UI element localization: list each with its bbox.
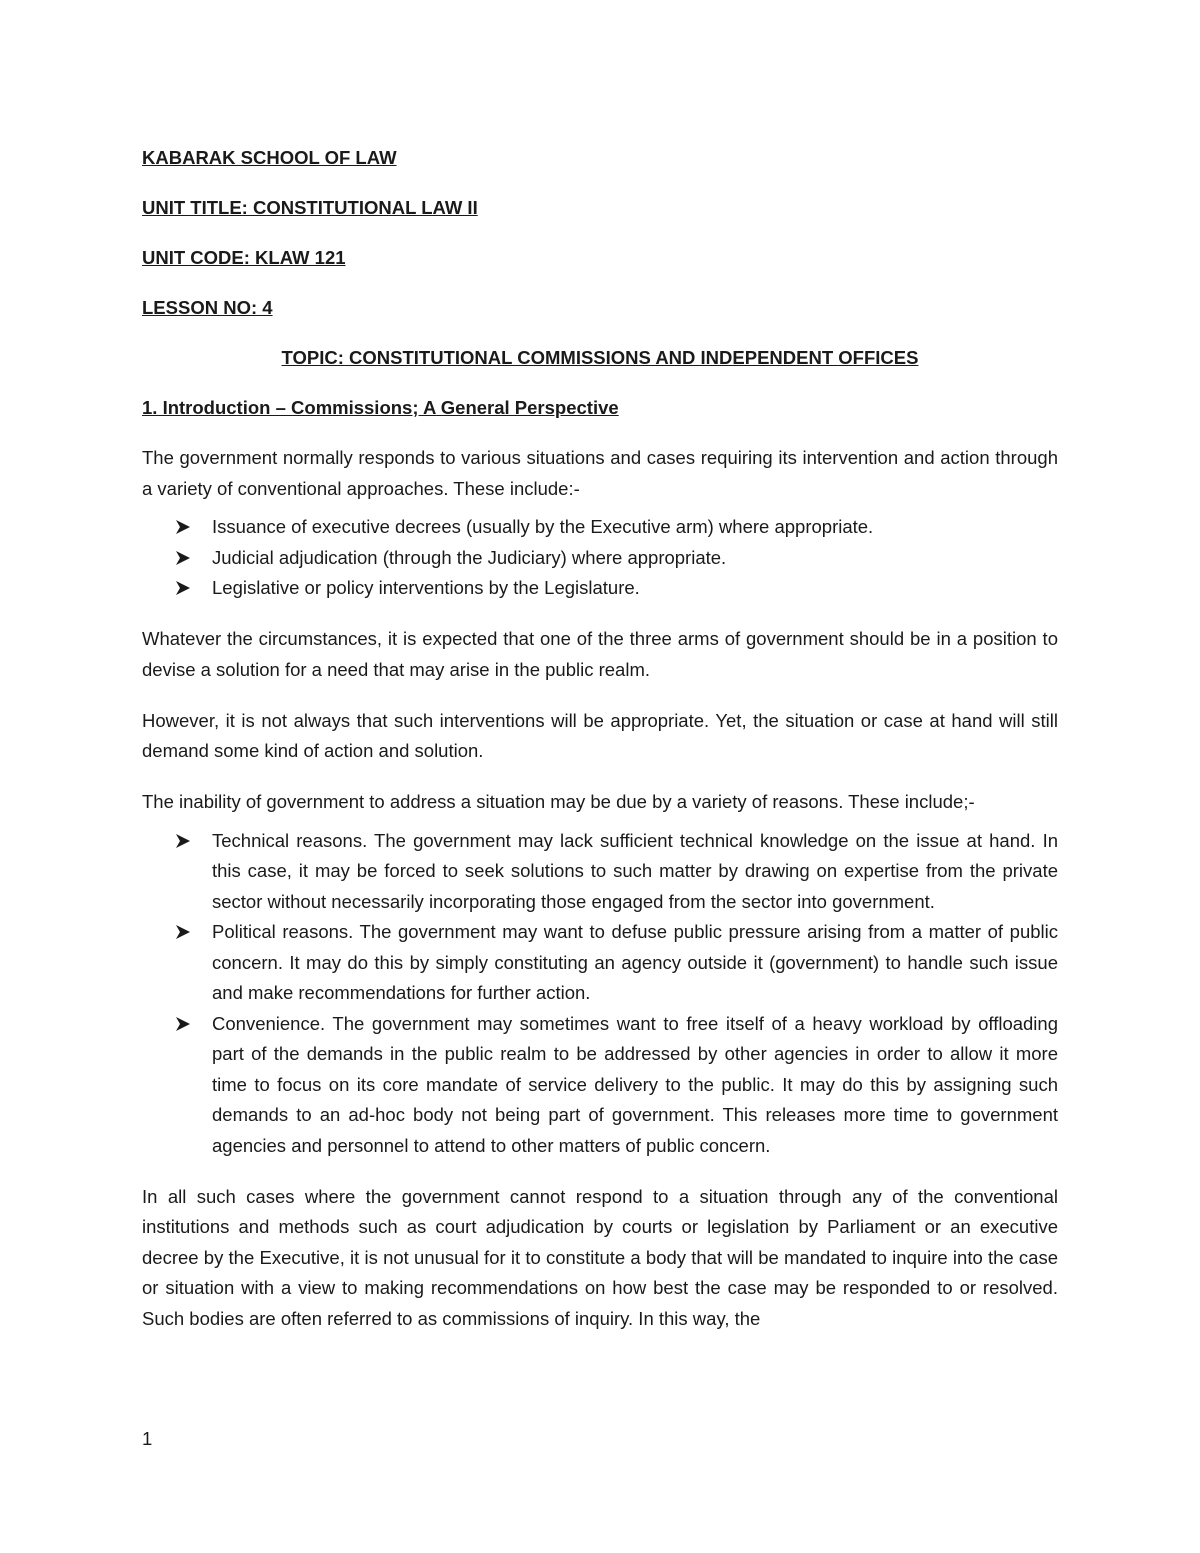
lesson-number: LESSON NO: 4 bbox=[142, 297, 273, 318]
paragraph-commissions: In all such cases where the government cannot respond to a situation through any of the conventional institutions and methods such as court adjudication by courts or legislation by Parliament or an executive decree by the Executive, it is not unusual for it to constitute a body that will be mandated to inquire into the case or situation with a view to making recommendations on how best the case may be responded to or resolved. Such bodies are often referred to as commissions of inquiry. In this way, the bbox=[142, 1185, 1058, 1329]
list-item-text: Technical reasons. The government may lack sufficient technical knowledge on the issue at hand. In this case, it may be forced to seek solutions to such matter by drawing on expertise from the private sector without necessarily incorporating those engaged from the sector into government. bbox=[212, 829, 1058, 912]
document-body bbox=[142, 143, 1058, 1355]
arrowhead-icon bbox=[175, 1016, 191, 1032]
arrowhead-icon bbox=[175, 580, 191, 596]
paragraph-however: However, it is not always that such interventions will be appropriate. Yet, the situation or case at hand will still demand some kind of action and solution. bbox=[142, 709, 1058, 761]
approaches-list bbox=[142, 512, 1058, 604]
reasons-list bbox=[142, 826, 1058, 1162]
arrowhead-icon bbox=[175, 550, 191, 566]
list-item bbox=[142, 826, 1058, 918]
list-item-text: Legislative or policy interventions by the Legislature. bbox=[212, 577, 640, 598]
topic-heading: TOPIC: CONSTITUTIONAL COMMISSIONS AND INDEPENDENT OFFICES bbox=[281, 347, 919, 368]
list-item bbox=[142, 1009, 1058, 1162]
list-item bbox=[142, 543, 1058, 574]
list-item bbox=[142, 573, 1058, 604]
arrowhead-icon bbox=[175, 519, 191, 535]
list-item bbox=[142, 512, 1058, 543]
unit-title: UNIT TITLE: CONSTITUTIONAL LAW II bbox=[142, 197, 478, 218]
page-number: 1 bbox=[142, 1428, 153, 1449]
section-heading: 1. Introduction – Commissions; A General Perspective bbox=[142, 397, 619, 418]
list-item bbox=[142, 917, 1058, 1009]
paragraph-intro: The government normally responds to various situations and cases requiring its intervention and action through a variety of conventional approaches. These include:- bbox=[142, 447, 1058, 499]
paragraph-circumstances: Whatever the circumstances, it is expected that one of the three arms of government should be in a position to devise a solution for a need that may arise in the public realm. bbox=[142, 628, 1058, 680]
paragraph-inability: The inability of government to address a situation may be due by a variety of reasons. These include;- bbox=[142, 791, 975, 812]
arrowhead-icon bbox=[175, 924, 191, 940]
arrowhead-icon bbox=[175, 833, 191, 849]
list-item-text: Judicial adjudication (through the Judiciary) where appropriate. bbox=[212, 546, 727, 568]
unit-code: UNIT CODE: KLAW 121 bbox=[142, 247, 346, 268]
list-item-text: Convenience. The government may sometimes want to free itself of a heavy workload by offloading part of the demands in the public realm to be addressed by other agencies in order to allow it more time to focus on its core mandate of service delivery to the public. It may do this by assigning such demands to an ad-hoc body not being part of government. This releases more time to government agencies and personnel to attend to other matters of public concern. bbox=[212, 1012, 1058, 1156]
school-heading: KABARAK SCHOOL OF LAW bbox=[142, 147, 397, 168]
list-item-text: Political reasons. The government may want to defuse public pressure arising from a matter of public concern. It may do this by simply constituting an agency outside it (government) to handle such issue and make recommendations for further action. bbox=[212, 921, 1058, 1003]
list-item-text: Issuance of executive decrees (usually by the Executive arm) where appropriate. bbox=[212, 516, 874, 537]
